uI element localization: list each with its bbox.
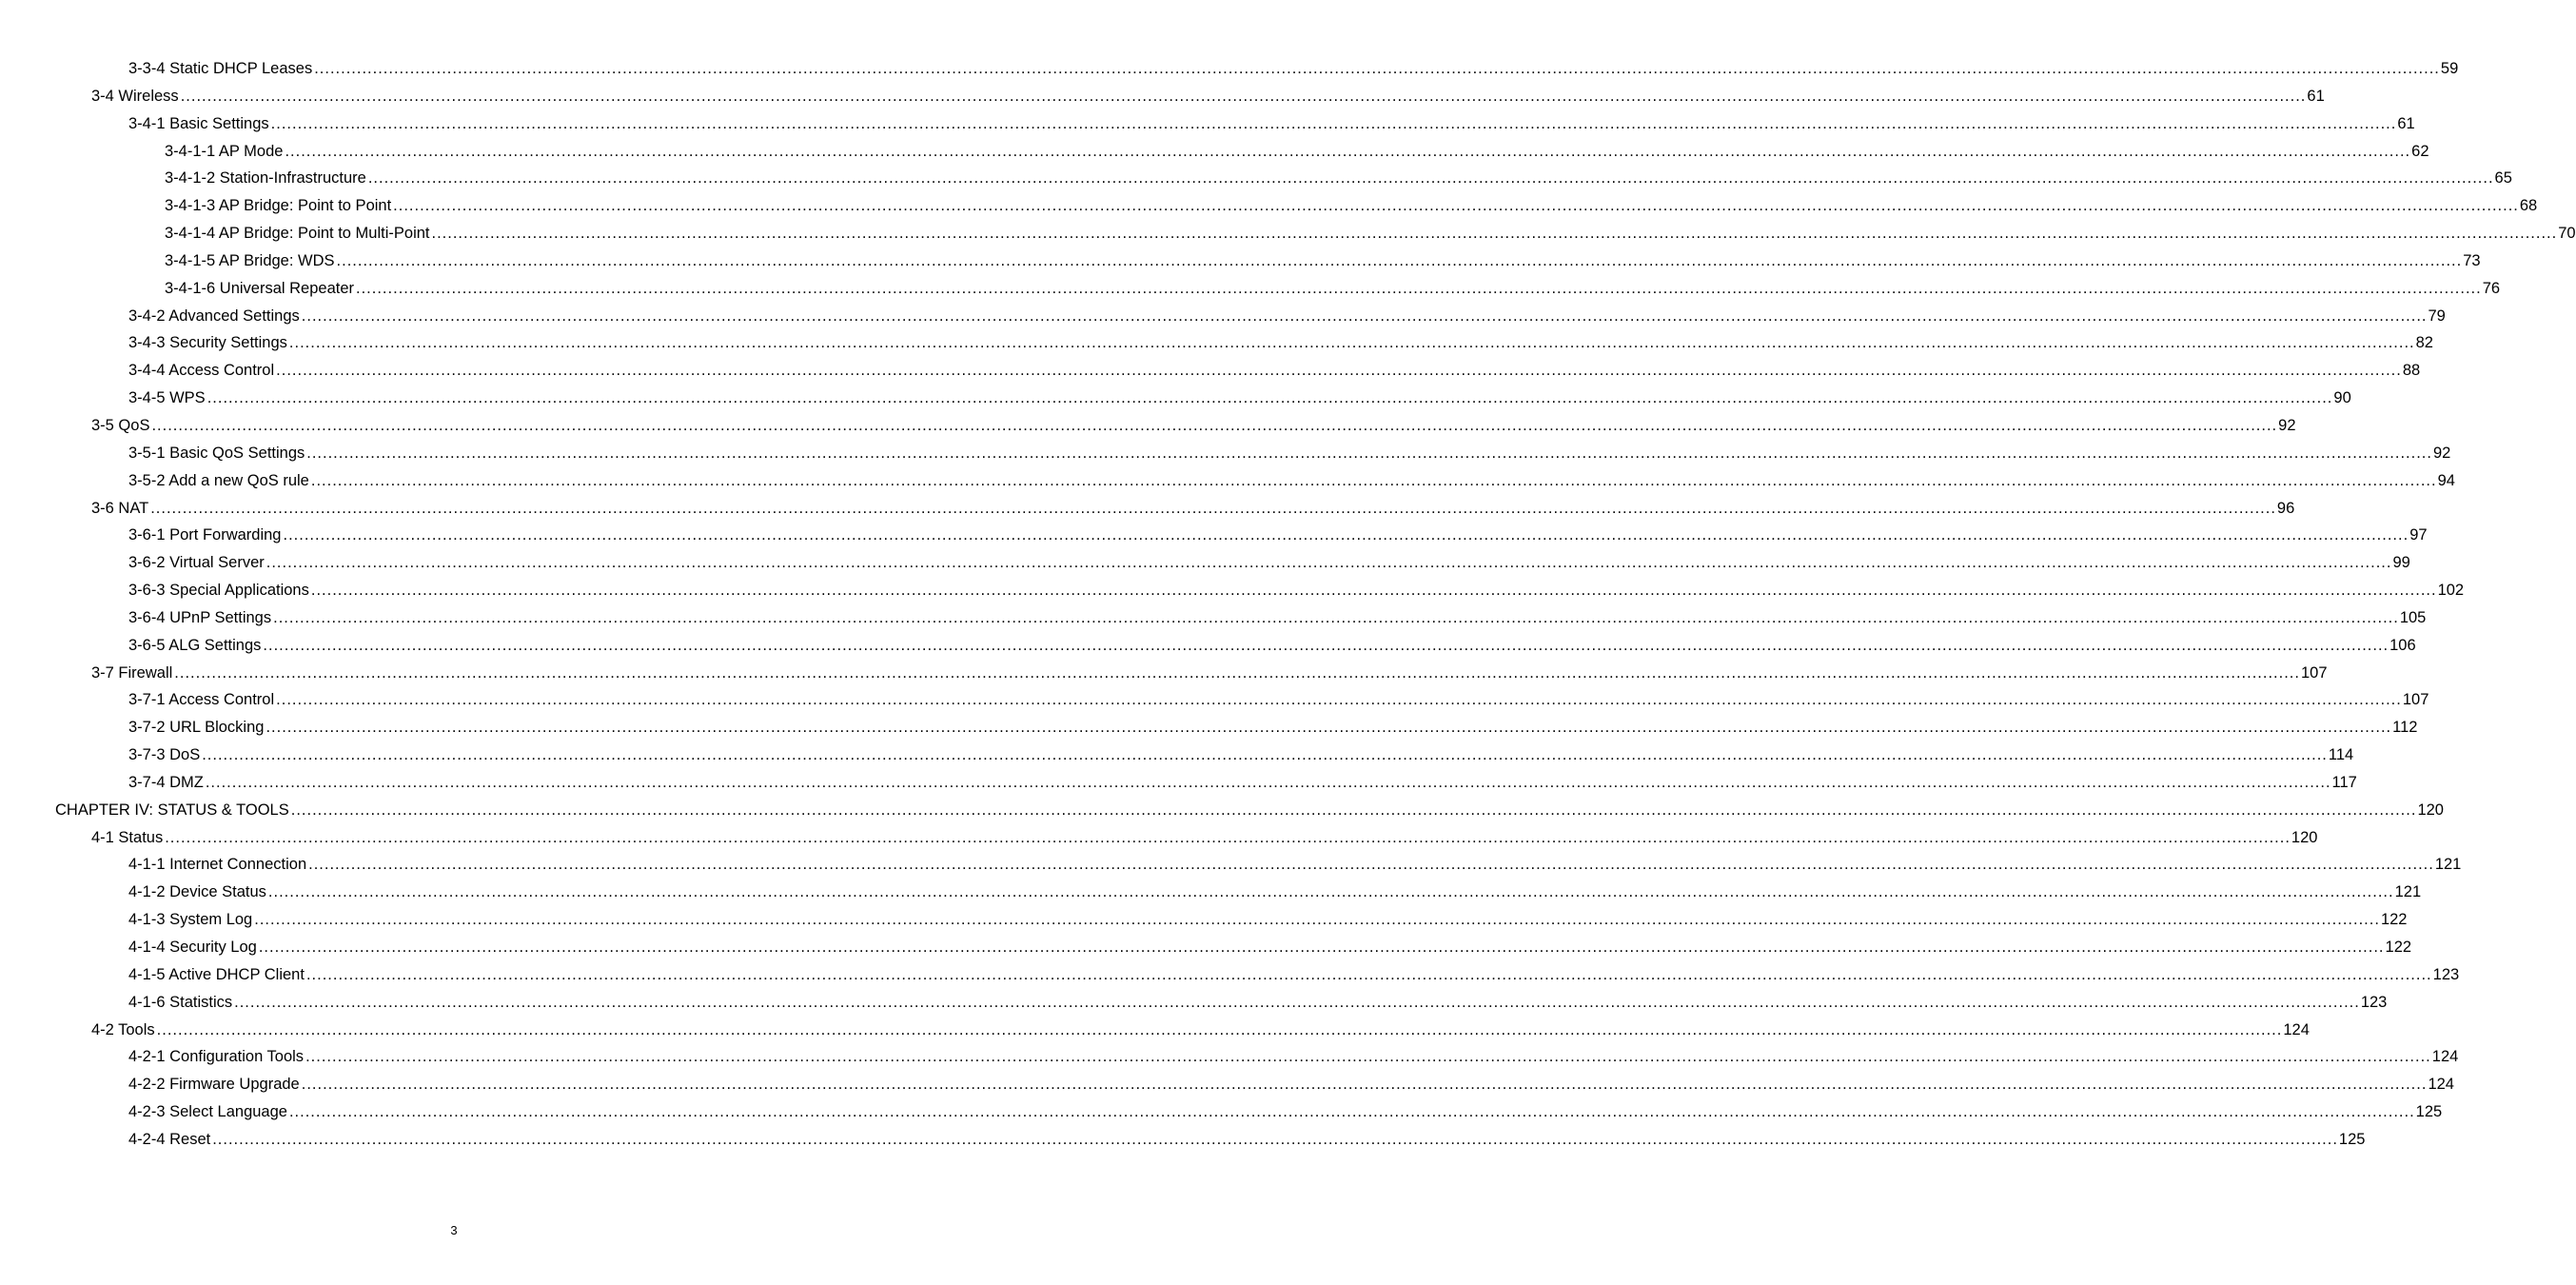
toc-entry-page: 114 [2328,746,2354,764]
toc-entry[interactable] [0,467,2455,495]
toc-entry[interactable] [0,934,2412,961]
toc-entry-title: 3-3-4 Static DHCP Leases [128,60,313,77]
toc-dot-leader: ................................................................................................................................................................................................................................................................................................................................................................................................................ [156,1020,2283,1038]
toc-entry-title: 4-1-4 Security Log [128,939,257,956]
toc-entry-title: 3-4-1-6 Universal Repeater [165,279,355,297]
toc-entry[interactable] [0,522,2428,549]
toc-entry-page: 117 [2331,773,2357,791]
toc-entry[interactable] [0,192,2538,220]
toc-dot-leader: ................................................................................................................................................................................................................................................................................................................................................................................................................ [265,719,2392,737]
toc-entry[interactable] [0,632,2416,660]
toc-entry-title: 4-1-6 Statistics [128,993,233,1011]
toc-entry-page: 61 [2307,87,2325,105]
toc-entry[interactable] [0,1017,2310,1044]
toc-dot-leader: ................................................................................................................................................................................................................................................................................................................................................................................................................ [431,225,2558,243]
toc-entry-title: 3-4-1-2 Station-Infrastructure [165,169,366,188]
toc-entry-title: 3-6-5 ALG Settings [128,636,262,654]
toc-entry-page: 94 [2437,471,2455,489]
toc-entry-page: 102 [2437,582,2465,600]
page-number: 3 [450,1223,458,1237]
toc-entry-page: 120 [2291,828,2318,846]
toc-entry[interactable] [0,385,2351,412]
toc-entry-page: 123 [2432,965,2460,983]
toc-entry-title: 3-6 NAT [91,499,149,517]
toc-dot-leader: ................................................................................................................................................................................................................................................................................................................................................................................................................ [310,471,2437,489]
toc-entry-title: 4-1 Status [91,828,164,846]
toc-entry[interactable] [0,714,2418,741]
toc-entry-page: 107 [2300,663,2328,682]
toc-entry-page: 96 [2276,499,2295,517]
toc-entry-page: 92 [2278,416,2296,434]
toc-entry-page: 112 [2392,719,2418,737]
toc-entry-page: 121 [2394,883,2422,901]
toc-dot-leader: ................................................................................................................................................................................................................................................................................................................................................................................................................ [180,87,2307,105]
toc-dot-leader: ................................................................................................................................................................................................................................................................................................................................................................................................................ [205,773,2331,791]
toc-entry[interactable] [0,329,2433,357]
toc-entry[interactable] [0,495,2295,523]
toc-entry-page: 92 [2432,444,2451,462]
toc-entry[interactable] [0,769,2357,797]
toc-entry-page: 124 [2431,1048,2459,1066]
toc-entry-title: 3-4 Wireless [91,87,179,105]
toc-entry-page: 61 [2397,114,2415,132]
toc-entry-page: 124 [2283,1020,2310,1038]
toc-entry[interactable] [0,1126,2366,1154]
toc-entry-title: 4-2-4 Reset [128,1130,211,1148]
toc-entry-title: 4-1-5 Active DHCP Client [128,965,305,983]
toc-entry-title: 3-6-2 Virtual Server [128,554,265,572]
toc-dot-leader: ................................................................................................................................................................................................................................................................................................................................................................................................................ [314,60,2440,77]
toc-entry[interactable] [0,303,2446,330]
toc-dot-leader: ................................................................................................................................................................................................................................................................................................................................................................................................................ [263,636,2389,654]
toc-entry[interactable] [0,220,2576,247]
toc-entry-page: 70 [2558,225,2576,243]
toc-dot-leader: ................................................................................................................................................................................................................................................................................................................................................................................................................ [270,114,2397,132]
toc-entry[interactable] [0,440,2451,467]
toc-entry-page: 125 [2415,1103,2443,1121]
toc-dot-leader: ................................................................................................................................................................................................................................................................................................................................................................................................................ [305,965,2432,983]
toc-entry-page: 106 [2389,636,2416,654]
toc-dot-leader: ................................................................................................................................................................................................................................................................................................................................................................................................................ [336,251,2463,269]
toc-entry[interactable] [0,741,2354,769]
toc-dot-leader: ................................................................................................................................................................................................................................................................................................................................................................................................................ [306,444,2432,462]
toc-entry[interactable] [0,357,2421,385]
toc-entry-page: 79 [2428,306,2446,325]
toc-entry[interactable] [0,55,2459,83]
toc-dot-leader: ................................................................................................................................................................................................................................................................................................................................................................................................................ [234,993,2360,1011]
toc-entry[interactable] [0,165,2512,192]
toc-entry-title: 3-7 Firewall [91,663,173,682]
toc-entry-page: 88 [2402,362,2421,380]
toc-dot-leader: ................................................................................................................................................................................................................................................................................................................................................................................................................ [212,1130,2338,1148]
toc-entry[interactable] [0,1071,2454,1098]
toc-entry-title: 3-4-4 Access Control [128,362,275,380]
toc-dot-leader: ................................................................................................................................................................................................................................................................................................................................................................................................................ [367,169,2494,188]
toc-entry[interactable] [0,660,2328,687]
toc-entry-title: 3-7-1 Access Control [128,691,275,709]
toc-entry-title: 3-5-2 Add a new QoS rule [128,471,309,489]
toc-entry-page: 76 [2482,279,2501,297]
toc-entry[interactable] [0,989,2388,1017]
toc-dot-leader: ................................................................................................................................................................................................................................................................................................................................................................................................................ [202,746,2328,764]
toc-entry-title: 3-6-3 Special Applications [128,582,309,600]
toc-entry-title: 3-4-1-1 AP Mode [165,142,284,160]
toc-entry-page: 122 [2385,939,2412,956]
toc-entry-page: 82 [2415,334,2433,352]
toc-entry-title: 3-5-1 Basic QoS Settings [128,444,305,462]
toc-entry-title: 3-4-1-3 AP Bridge: Point to Point [165,197,392,215]
toc-entry-title: 3-4-2 Advanced Settings [128,306,300,325]
toc-entry[interactable] [0,824,2318,852]
toc-entry[interactable] [0,879,2422,906]
toc-entry-page: 97 [2409,526,2428,544]
toc-entry[interactable] [0,851,2462,879]
toc-entry-title: 4-2-3 Select Language [128,1103,287,1121]
toc-entry-page: 90 [2333,389,2351,407]
toc-dot-leader: ................................................................................................................................................................................................................................................................................................................................................................................................................ [310,582,2437,600]
toc-dot-leader: ................................................................................................................................................................................................................................................................................................................................................................................................................ [258,939,2385,956]
toc-entry[interactable] [0,275,2501,303]
toc-entry[interactable] [0,412,2296,440]
toc-dot-leader: ................................................................................................................................................................................................................................................................................................................................................................................................................ [290,801,2417,819]
toc-entry-title: 3-5 QoS [91,416,150,434]
toc-entry-page: 105 [2399,608,2427,626]
toc-entry-page: 59 [2440,60,2459,77]
toc-entry-page: 123 [2360,993,2388,1011]
toc-dot-leader: ................................................................................................................................................................................................................................................................................................................................................................................................................ [305,1048,2431,1066]
toc-dot-leader: ................................................................................................................................................................................................................................................................................................................................................................................................................ [254,911,2380,929]
toc-entry[interactable] [0,906,2408,934]
toc-entry-page: 124 [2428,1076,2454,1094]
toc-dot-leader: ................................................................................................................................................................................................................................................................................................................................................................................................................ [393,197,2519,215]
toc-entry-page: 68 [2519,197,2538,215]
toc-entry[interactable] [0,686,2429,714]
toc-dot-leader: ................................................................................................................................................................................................................................................................................................................................................................................................................ [151,416,2278,434]
toc-entry-title: 3-4-1-5 AP Bridge: WDS [165,251,335,269]
toc-entry-page: 65 [2494,169,2512,188]
toc-dot-leader: ................................................................................................................................................................................................................................................................................................................................................................................................................ [265,554,2392,572]
toc-entry[interactable] [0,1098,2443,1126]
toc-dot-leader: ................................................................................................................................................................................................................................................................................................................................................................................................................ [288,334,2415,352]
toc-entry-title: 3-7-4 DMZ [128,773,204,791]
toc-dot-leader: ................................................................................................................................................................................................................................................................................................................................................................................................................ [356,279,2482,297]
toc-entry[interactable] [0,83,2325,110]
toc-entry[interactable] [0,247,2481,275]
toc-entry-title: 3-6-1 Port Forwarding [128,526,282,544]
toc-entry-title: 3-4-3 Security Settings [128,334,287,352]
toc-entry-title: 4-1-1 Internet Connection [128,856,307,874]
toc-dot-leader: ................................................................................................................................................................................................................................................................................................................................................................................................................ [288,1103,2415,1121]
toc-entry-title: 4-2-1 Configuration Tools [128,1048,305,1066]
toc-entry-title: 3-4-1-4 AP Bridge: Point to Multi-Point [165,225,430,243]
toc-entry-title: 3-6-4 UPnP Settings [128,608,272,626]
toc-dot-leader: ................................................................................................................................................................................................................................................................................................................................................................................................................ [150,499,2276,517]
toc-dot-leader: ................................................................................................................................................................................................................................................................................................................................................................................................................ [308,856,2434,874]
toc-dot-leader: ................................................................................................................................................................................................................................................................................................................................................................................................................ [301,306,2428,325]
toc-entry-title: 3-4-5 WPS [128,389,206,407]
toc-entry-title: 4-2 Tools [91,1020,155,1038]
toc-entry-title: CHAPTER IV: STATUS & TOOLS [55,801,289,819]
toc-entry[interactable] [0,1043,2459,1071]
toc-dot-leader: ................................................................................................................................................................................................................................................................................................................................................................................................................ [174,663,2300,682]
toc-entry[interactable] [0,110,2415,138]
table-of-contents [0,55,2576,1154]
toc-dot-leader: ................................................................................................................................................................................................................................................................................................................................................................................................................ [301,1076,2428,1094]
toc-dot-leader: ................................................................................................................................................................................................................................................................................................................................................................................................................ [165,828,2291,846]
toc-dot-leader: ................................................................................................................................................................................................................................................................................................................................................................................................................ [267,883,2394,901]
toc-entry-page: 99 [2392,554,2410,572]
toc-dot-leader: ................................................................................................................................................................................................................................................................................................................................................................................................................ [206,389,2333,407]
toc-entry-page: 121 [2434,856,2462,874]
toc-dot-leader: ................................................................................................................................................................................................................................................................................................................................................................................................................ [273,608,2399,626]
toc-entry[interactable] [0,797,2444,824]
toc-entry-title: 4-1-3 System Log [128,911,253,929]
toc-dot-leader: ................................................................................................................................................................................................................................................................................................................................................................................................................ [285,142,2411,160]
toc-dot-leader: ................................................................................................................................................................................................................................................................................................................................................................................................................ [276,691,2402,709]
toc-entry-page: 107 [2402,691,2429,709]
toc-entry-page: 62 [2411,142,2429,160]
toc-entry-title: 4-2-2 Firmware Upgrade [128,1076,300,1094]
toc-entry-title: 3-7-3 DoS [128,746,201,764]
toc-entry[interactable] [0,549,2410,577]
toc-entry[interactable] [0,577,2465,604]
toc-entry-page: 73 [2463,251,2481,269]
toc-dot-leader: ................................................................................................................................................................................................................................................................................................................................................................................................................ [276,362,2402,380]
toc-entry-title: 4-1-2 Device Status [128,883,266,901]
toc-entry-page: 120 [2417,801,2444,819]
toc-entry-title: 3-4-1 Basic Settings [128,114,269,132]
toc-dot-leader: ................................................................................................................................................................................................................................................................................................................................................................................................................ [283,526,2409,544]
toc-entry-title: 3-7-2 URL Blocking [128,719,265,737]
toc-entry-page: 122 [2380,911,2408,929]
toc-entry-page: 125 [2338,1130,2366,1148]
toc-entry[interactable] [0,138,2429,166]
toc-entry[interactable] [0,604,2427,632]
toc-entry[interactable] [0,961,2460,989]
